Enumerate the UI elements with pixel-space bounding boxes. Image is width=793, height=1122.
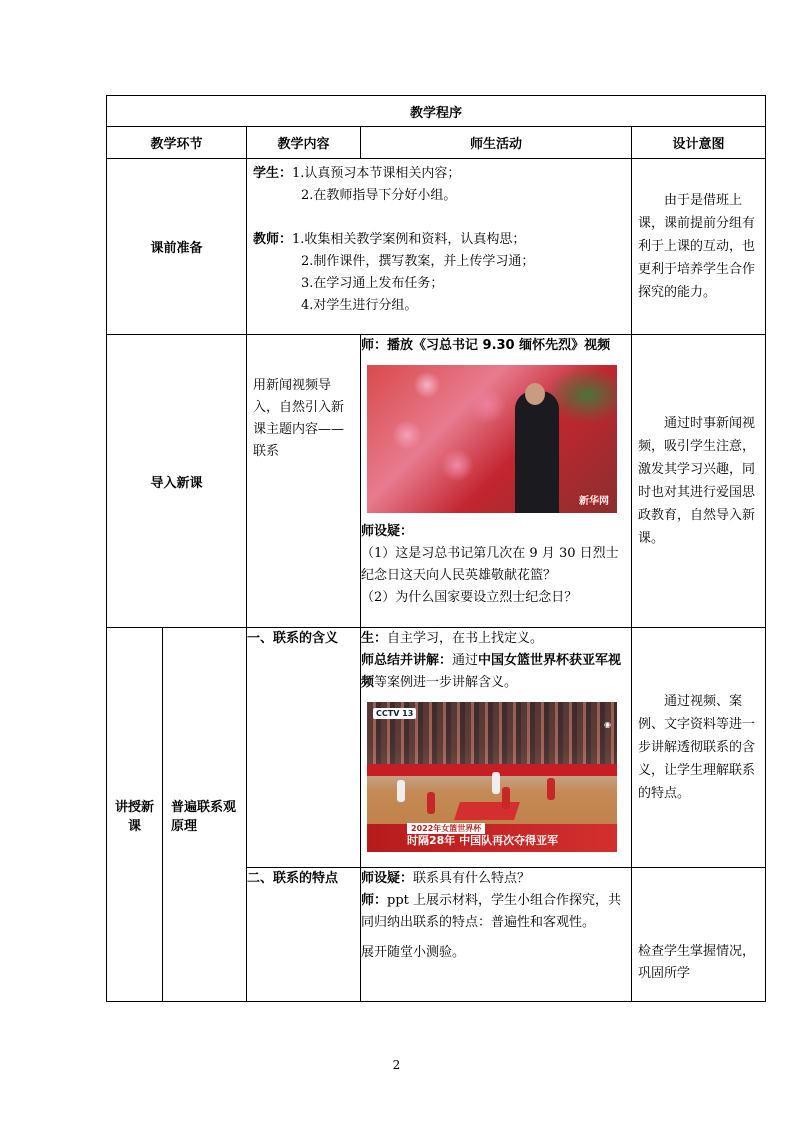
- intro-activity-title: 师：播放《习总书记 9.30 缅怀先烈》视频: [361, 338, 611, 353]
- intro-content-cell: [247, 335, 361, 628]
- prep-student-item: 1.认真预习本节课相关内容；: [292, 166, 461, 181]
- intro-activity-cell: [361, 335, 632, 628]
- stage-intro: 导入新课: [107, 335, 247, 628]
- ticker-tag: 2022年女篮世界杯: [407, 823, 485, 834]
- section1-intent-cell: [632, 628, 766, 868]
- teacher-label: 师：: [361, 893, 388, 908]
- player: [492, 772, 500, 794]
- person-figure: [515, 391, 559, 513]
- teacher-text-post: 等案例进一步讲解含义。: [374, 675, 518, 690]
- prep-content: [247, 159, 632, 335]
- news-ticker: [367, 824, 617, 852]
- teacher-summary-label: 师总结并讲解：: [361, 653, 453, 668]
- teacher-text-pre: 通过: [452, 653, 479, 668]
- section2-teacher-text: ppt 上展示材料，学生小组合作探究，共同归纳出联系的特点：普遍性和客观性。: [361, 893, 622, 930]
- prep-teacher-item: 3.在学习通上发布任务；: [301, 276, 444, 291]
- ticker-headline: 时隔28年 中国队再次夺得亚军: [407, 834, 559, 847]
- prep-intent-cell: [632, 159, 766, 335]
- player: [397, 780, 405, 802]
- person-head: [525, 383, 545, 405]
- section2-intent-cell: [632, 868, 766, 1002]
- court-logo: [454, 802, 520, 820]
- section2-quiz: 展开随堂小测验。: [361, 945, 466, 960]
- channel-badge-icon: ◉: [604, 720, 611, 729]
- cctv-logo: CCTV 13: [373, 708, 416, 719]
- section2-intent: 检查学生掌握情况，巩固所学: [638, 944, 756, 981]
- student-label: 学生：: [253, 166, 293, 181]
- prep-teacher-item: 4.对学生进行分组。: [301, 298, 418, 313]
- player: [427, 792, 435, 814]
- header-content: 教学内容: [247, 127, 361, 159]
- stage-teach: 讲授新课: [107, 628, 163, 1002]
- intro-question: （1）这是习总书记第几次在 9 月 30 日烈士纪念日这天向人民英雄敬献花篮？: [361, 546, 619, 583]
- table-title: 教学程序: [107, 96, 766, 127]
- section1-content-cell: [247, 628, 361, 868]
- question-label: 师设疑：: [361, 524, 414, 539]
- player: [502, 787, 510, 809]
- basketball-photo: [367, 702, 617, 852]
- section2-question: 联系具有什么特点？: [413, 871, 531, 886]
- section2-content-cell: [247, 868, 361, 1002]
- intro-intent: 通过时事新闻视频，吸引学生注意，激发其学习兴趣，同时也对其进行爱国思政教育，自然导入新课。: [638, 416, 756, 546]
- section1-activity-cell: [361, 628, 632, 868]
- intro-question: （2）为什么国家要设立烈士纪念日？: [361, 590, 578, 605]
- student-label: 生：: [361, 631, 388, 646]
- section2-activity-cell: [361, 868, 632, 1002]
- intro-content: 用新闻视频导入，自然引入新课主题内容——联系: [253, 378, 345, 459]
- page-number: 2: [392, 1058, 401, 1072]
- intro-intent-cell: [632, 335, 766, 628]
- prep-teacher-item: 1.收集相关教学案例和资料，认真构思；: [292, 232, 526, 247]
- prep-student-item: 2.在教师指导下分好小组。: [301, 188, 457, 203]
- section1-content: 一、联系的含义: [247, 631, 339, 646]
- section1-student-text: 自主学习，在书上找定义。: [387, 631, 544, 646]
- header-activity: 师生活动: [361, 127, 632, 159]
- section2-content: 二、联系的特点: [247, 871, 339, 886]
- memorial-photo: [367, 365, 617, 513]
- sub-stage: 普遍联系观原理: [163, 628, 247, 1002]
- prep-intent: 由于是借班上课，课前提前分组有利于上课的互动，也更利于培养学生合作探究的能力。: [638, 193, 756, 300]
- xinhua-watermark: 新华网: [579, 496, 609, 507]
- section1-intent: 通过视频、案例、文字资料等进一步讲解透彻联系的含义，让学生理解联系的特点。: [638, 694, 756, 801]
- teacher-text-bold: 中国女篮世界杯获亚军视频: [361, 653, 622, 690]
- prep-teacher-item: 2.制作课件，撰写教案，并上传学习通；: [301, 254, 535, 269]
- question-label: 师设疑：: [361, 871, 414, 886]
- teaching-procedure-table: [106, 95, 766, 1002]
- header-intent: 设计意图: [632, 127, 766, 159]
- stage-prep: 课前准备: [107, 159, 247, 335]
- player: [547, 778, 555, 800]
- header-stage: 教学环节: [107, 127, 247, 159]
- teacher-label: 教师：: [253, 232, 293, 247]
